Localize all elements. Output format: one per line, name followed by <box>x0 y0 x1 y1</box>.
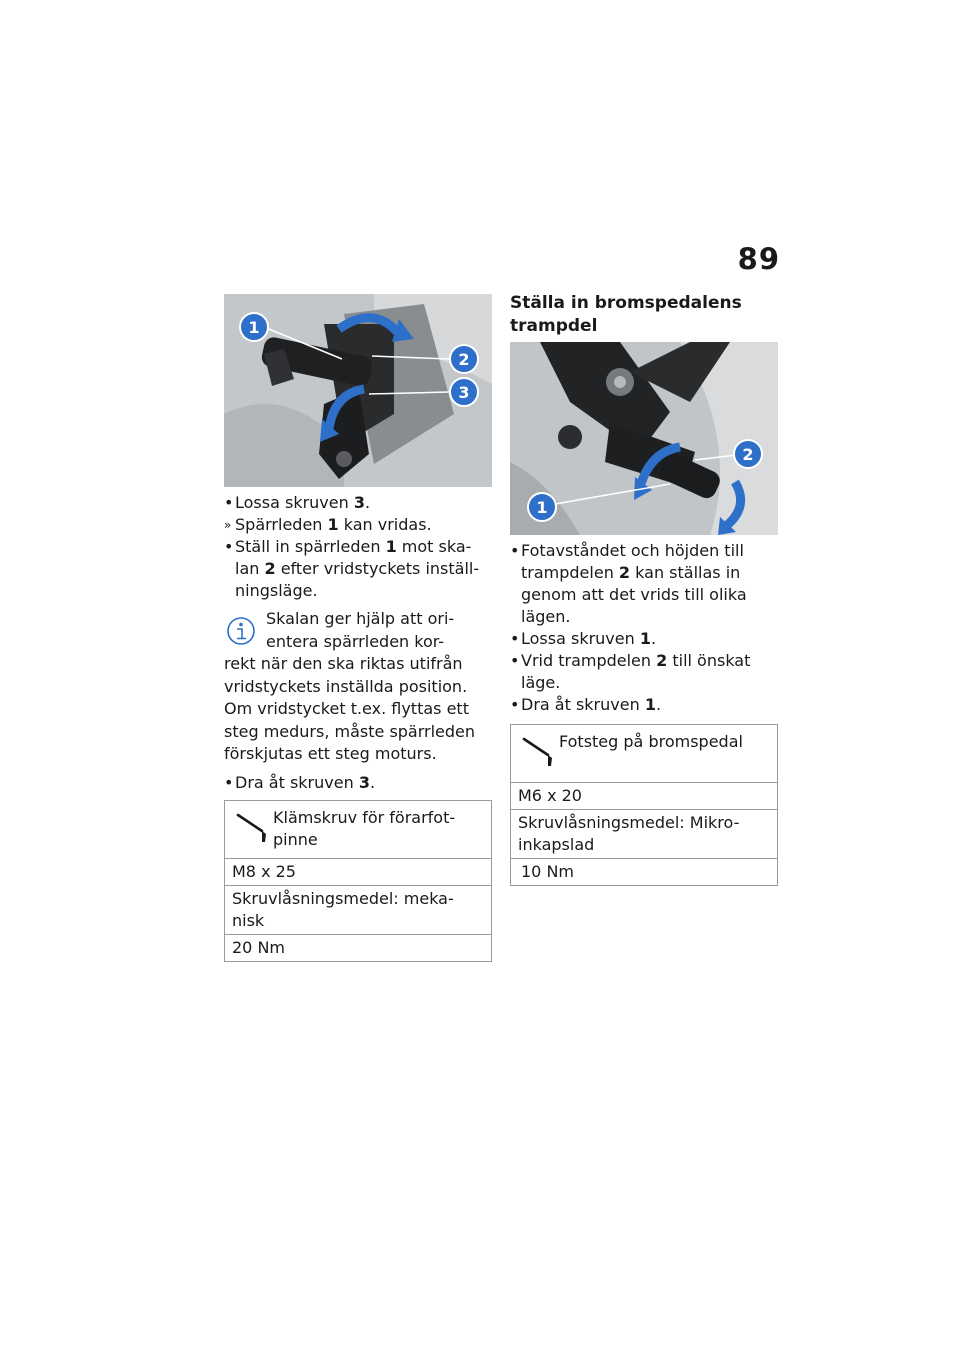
left-column <box>224 294 492 962</box>
step-tighten-screw-pedal: • Dra åt skruven 1. <box>510 695 662 714</box>
torque-row-value: 20 Nm <box>232 937 285 957</box>
torque-row-value: 10 Nm <box>521 862 574 881</box>
step-tighten-screw: • Dra åt skruven 3. <box>224 772 376 792</box>
step-rotate-pedal: • Vrid trampdelen 2 till önskat läge. <box>510 651 751 692</box>
right-column <box>510 292 778 886</box>
brake-pedal-illustration <box>510 342 778 535</box>
step-set-joint: • Ställ in spärrleden 1 mot ska- lan 2 efter vridstyckets inställ- ningsläge. <box>224 537 480 600</box>
result-joint-rotatable: » Spärrleden 1 kan vridas. <box>224 515 432 534</box>
torque-table-header: Klämskruv för förarfot- pinne <box>225 801 491 859</box>
callout-1: 1 <box>536 498 548 517</box>
callout-2: 2 <box>742 445 754 464</box>
callout-1: 1 <box>248 318 260 337</box>
torque-table-brake-pedal <box>510 724 778 886</box>
torque-row-size: M6 x 20 <box>511 783 777 810</box>
callout-2: 2 <box>458 350 470 369</box>
torque-row-locking: Skruvlåsningsmedel: Mikro- inkapslad <box>511 810 777 859</box>
torque-wrench-icon <box>235 809 269 843</box>
callout-3: 3 <box>458 383 470 402</box>
torque-table-footpeg <box>224 800 492 962</box>
step-loosen-screw: • Lossa skruven 3. <box>224 493 371 512</box>
page-number: 89 <box>737 242 780 276</box>
info-icon <box>226 616 256 646</box>
step-loosen-screw-pedal: • Lossa skruven 1. <box>510 629 657 648</box>
step-foot-distance: • Fotavståndet och höjden till trampdelen 2 kan ställas in genom att det vrids till olika lägen. <box>510 541 747 626</box>
torque-table-header: Fotsteg på bromspedal <box>511 725 777 783</box>
torque-row-locking: Skruvlåsningsmedel: meka- nisk <box>225 886 491 935</box>
footpeg-illustration <box>224 294 492 487</box>
info-note: Skalan ger hjälp att ori- entera spärrleden kor- rekt när den ska riktas utifrån vridstyckets inställda position. Om vridstycket t.ex. flyttas ett steg medurs, måste spärrleden förskjutas ett steg moturs. <box>224 609 476 763</box>
footpeg-figure <box>224 294 492 487</box>
section-heading: Ställa in bromspedalens trampdel <box>510 293 742 336</box>
torque-row-size: M8 x 25 <box>225 859 491 886</box>
brake-pedal-figure <box>510 342 778 535</box>
torque-wrench-icon <box>521 733 555 767</box>
